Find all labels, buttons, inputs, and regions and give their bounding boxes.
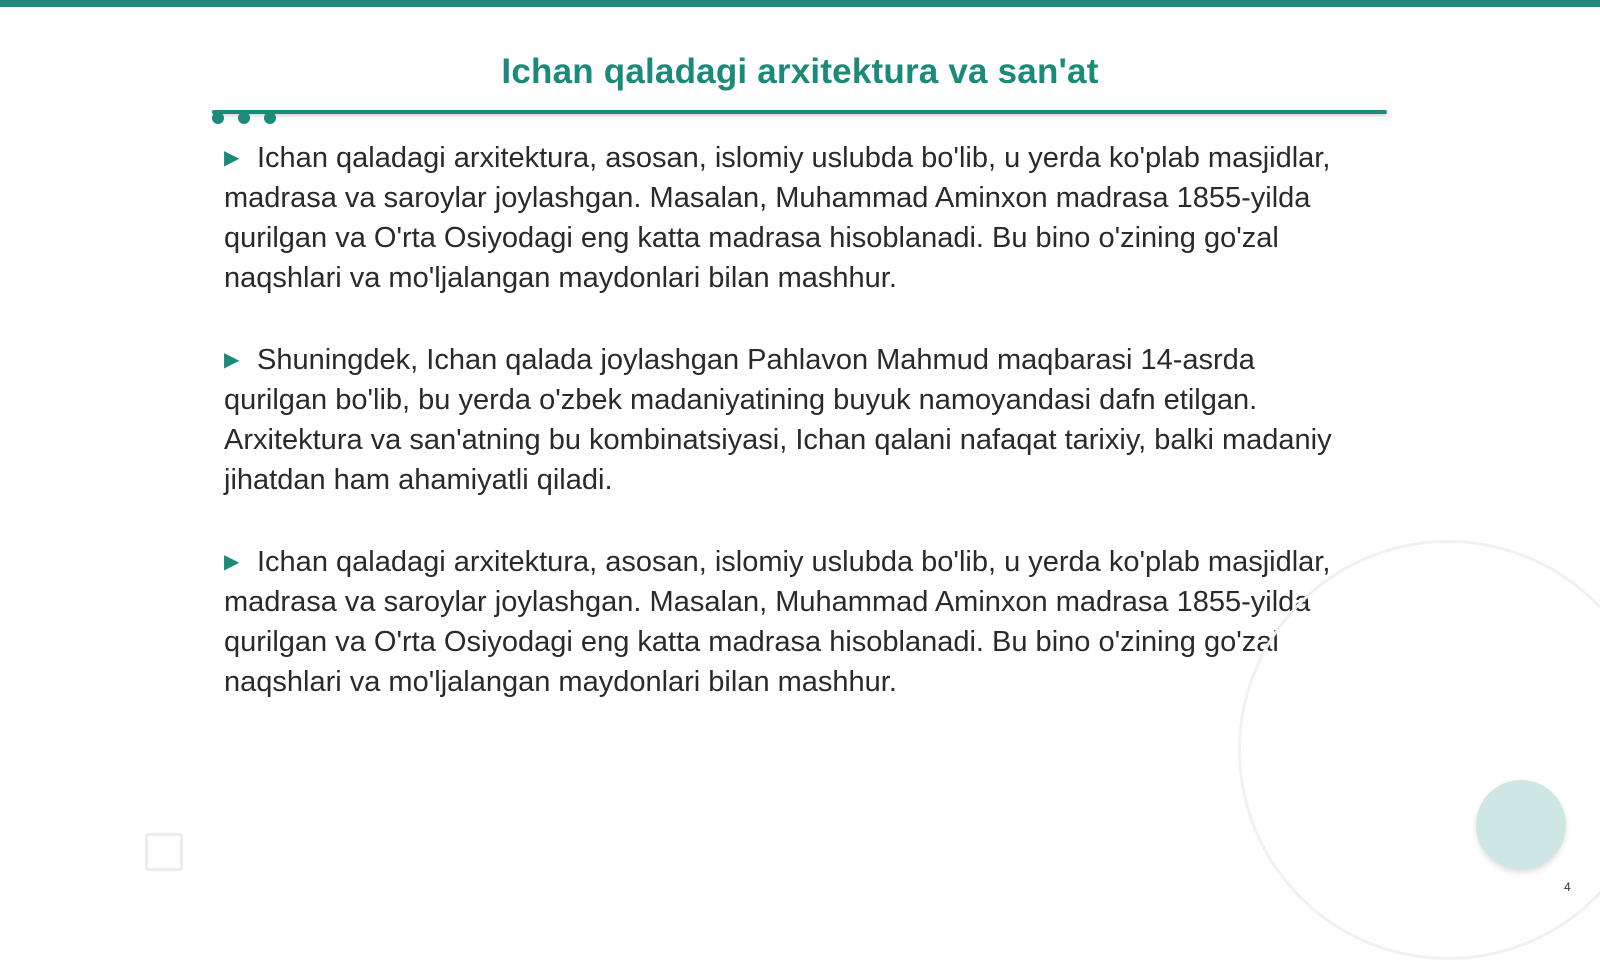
rule-dot-1 <box>212 112 224 124</box>
slide-title: Ichan qaladagi arxitektura va san'at <box>501 52 1099 91</box>
slide-body <box>224 138 1354 744</box>
title-underline <box>212 110 1387 114</box>
rule-dot-2 <box>238 112 250 124</box>
paragraph-text: Ichan qaladagi arxitektura, asosan, islomiy uslubda bo'lib, u yerda ko'plab masjidlar, madrasa va saroylar joylashgan. Masalan, Muhammad Aminxon madrasa 1855-yilda qurilgan va O'rta Osiyodagi eng katta madrasa hisoblanadi. Bu bino o'zining go'zal naqshlari va mo'ljalangan maydonlari bilan mashhur. <box>224 546 1331 698</box>
bullet-paragraph-2 <box>224 340 1354 500</box>
top-accent-bar <box>0 0 1600 7</box>
decorative-square <box>145 833 183 871</box>
bullet-arrow-icon: ▶ <box>224 551 240 573</box>
bullet-arrow-icon: ▶ <box>224 349 240 371</box>
paragraph-text: Ichan qaladagi arxitektura, asosan, islomiy uslubda bo'lib, u yerda ko'plab masjidlar, madrasa va saroylar joylashgan. Masalan, Muhammad Aminxon madrasa 1855-yilda qurilgan va O'rta Osiyodagi eng katta madrasa hisoblanadi. Bu bino o'zining go'zal naqshlari va mo'ljalangan maydonlari bilan mashhur. <box>224 142 1331 294</box>
rule-dot-3 <box>264 112 276 124</box>
paragraph-text: Shuningdek, Ichan qalada joylashgan Pahlavon Mahmud maqbarasi 14-asrda qurilgan bo'lib, bu yerda o'zbek madaniyatining buyuk namoyandasi dafn etilgan. Arxitektura va san'atning bu kombinatsiyasi, Ichan qalani nafaqat tarixiy, balki madaniy jihatdan ham ahamiyatli qiladi. <box>224 344 1332 496</box>
page-number: 4 <box>1564 880 1571 894</box>
bullet-paragraph-1 <box>224 138 1354 298</box>
bullet-paragraph-3 <box>224 542 1354 702</box>
decorative-circle <box>1476 780 1566 870</box>
bullet-arrow-icon: ▶ <box>224 147 240 169</box>
